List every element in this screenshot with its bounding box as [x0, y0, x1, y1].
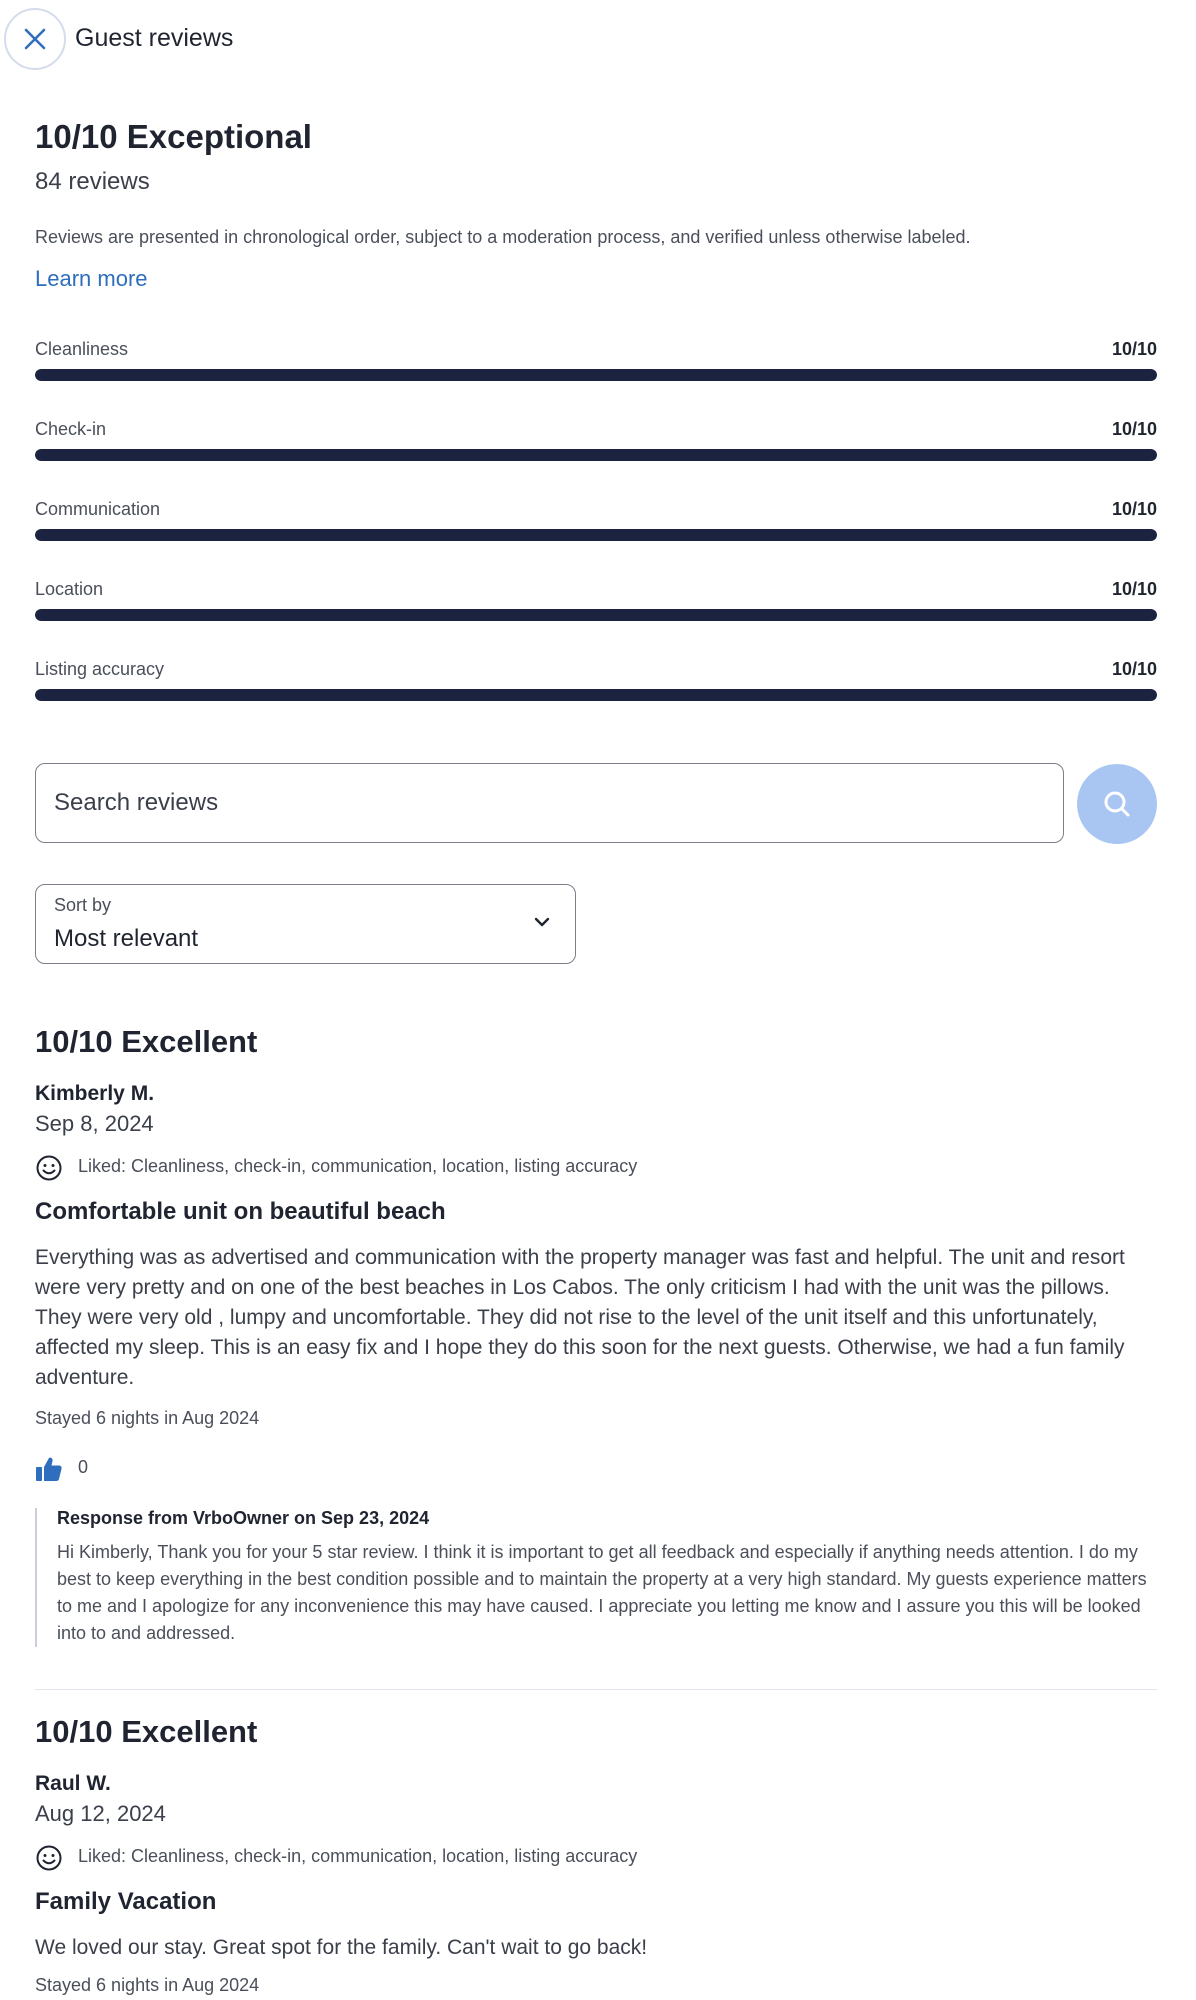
- learn-more-link[interactable]: Learn more: [35, 266, 148, 291]
- response-header: Response from VrboOwner on Sep 23, 2024: [57, 1508, 430, 1528]
- rating-score: 10/10: [1111, 419, 1157, 439]
- review-disclaimer: Reviews are presented in chronological order, subject to a moderation process, and verified unless otherwise labeled.: [35, 227, 971, 247]
- review-title: Comfortable unit on beautiful beach: [35, 1198, 446, 1225]
- rating-bar: [35, 449, 1157, 461]
- rating-bar: [35, 609, 1157, 621]
- review-date: Aug 12, 2024: [35, 1801, 166, 1826]
- close-icon: [22, 26, 48, 52]
- modal-title: Guest reviews: [75, 24, 234, 52]
- rating-bar-fill: [35, 529, 1157, 541]
- review-text: Everything was as advertised and communication with the property manager was fast and helpful. The unit and resort were very pretty and on one of the best beaches in Los Cabos. The only criticism I had with the unit was the pillows. They were very old , lumpy and uncomfortable. They did not rise to the level of the unit itself and this unfortunately, affected my sleep. This is an easy fix and I hope they do this soon for the next guests. Otherwise, we had a fun family adventure.: [35, 1246, 1125, 1389]
- rating-row-cleanliness: [35, 339, 1157, 399]
- rating-bar: [35, 369, 1157, 381]
- search-button[interactable]: [1077, 764, 1157, 844]
- rating-label: Listing accuracy: [35, 659, 165, 679]
- smiley-icon: [35, 1844, 63, 1872]
- rating-score: 10/10: [1111, 499, 1157, 519]
- review-score: 10/10 Excellent: [35, 1024, 258, 1059]
- review-score: 10/10 Excellent: [35, 1714, 258, 1749]
- search-icon: [1101, 788, 1133, 820]
- review-date: Sep 8, 2024: [35, 1111, 154, 1136]
- review-liked: Liked: Cleanliness, check-in, communication, location, listing accuracy: [78, 1156, 638, 1176]
- sort-dropdown[interactable]: [35, 884, 576, 964]
- chevron-down-icon: [532, 915, 552, 929]
- search-field[interactable]: [35, 763, 1064, 843]
- review-stay-info: Stayed 6 nights in Aug 2024: [35, 1408, 260, 1428]
- rating-score: 10/10: [1111, 579, 1157, 599]
- owner-response: [35, 1508, 1157, 1647]
- overall-rating-title: 10/10 Exceptional: [35, 118, 312, 155]
- review-liked: Liked: Cleanliness, check-in, communication, location, listing accuracy: [78, 1846, 638, 1866]
- helpful-count: 0: [78, 1457, 89, 1477]
- thumbs-up-icon[interactable]: [35, 1456, 63, 1482]
- smiley-icon: [35, 1154, 63, 1182]
- modal-header: [0, 0, 1196, 78]
- review-stay-info: Stayed 6 nights in Aug 2024: [35, 1975, 260, 1995]
- review-author: Raul W.: [35, 1772, 111, 1795]
- sort-label: Sort by: [54, 895, 112, 915]
- rating-score: 10/10: [1111, 659, 1157, 679]
- rating-row-communication: [35, 499, 1157, 559]
- rating-bar: [35, 689, 1157, 701]
- rating-row-listing-accuracy: [35, 659, 1157, 719]
- rating-score: 10/10: [1111, 339, 1157, 359]
- response-text: Hi Kimberly, Thank you for your 5 star review. I think it is important to get all feedback and especially if anything needs attention. I do my best to keep everything in the best condition possible and to maintain the property at a very high standard. My guests experience matters to me and I apologize for any inconvenience this may have caused. I appreciate you letting me know and I assure you this will be looked into to and addressed.: [57, 1542, 1147, 1643]
- close-button[interactable]: [4, 8, 66, 70]
- review-title: Family Vacation: [35, 1888, 217, 1915]
- sort-value: Most relevant: [54, 925, 199, 952]
- search-input[interactable]: [54, 764, 1044, 841]
- rating-label: Cleanliness: [35, 339, 129, 359]
- rating-bar: [35, 529, 1157, 541]
- rating-bar-fill: [35, 449, 1157, 461]
- review-author: Kimberly M.: [35, 1082, 155, 1105]
- rating-bar-fill: [35, 369, 1157, 381]
- rating-label: Check-in: [35, 419, 107, 439]
- review-card: [35, 1710, 1157, 2000]
- rating-bar-fill: [35, 689, 1157, 701]
- review-count: 84 reviews: [35, 168, 150, 195]
- review-text: We loved our stay. Great spot for the family. Can't wait to go back!: [35, 1936, 648, 1959]
- rating-bar-fill: [35, 609, 1157, 621]
- rating-row-location: [35, 579, 1157, 639]
- rating-row-check-in: [35, 419, 1157, 479]
- rating-label: Communication: [35, 499, 161, 519]
- rating-label: Location: [35, 579, 104, 599]
- review-divider: [35, 1689, 1157, 1690]
- review-card: [35, 1020, 1157, 1670]
